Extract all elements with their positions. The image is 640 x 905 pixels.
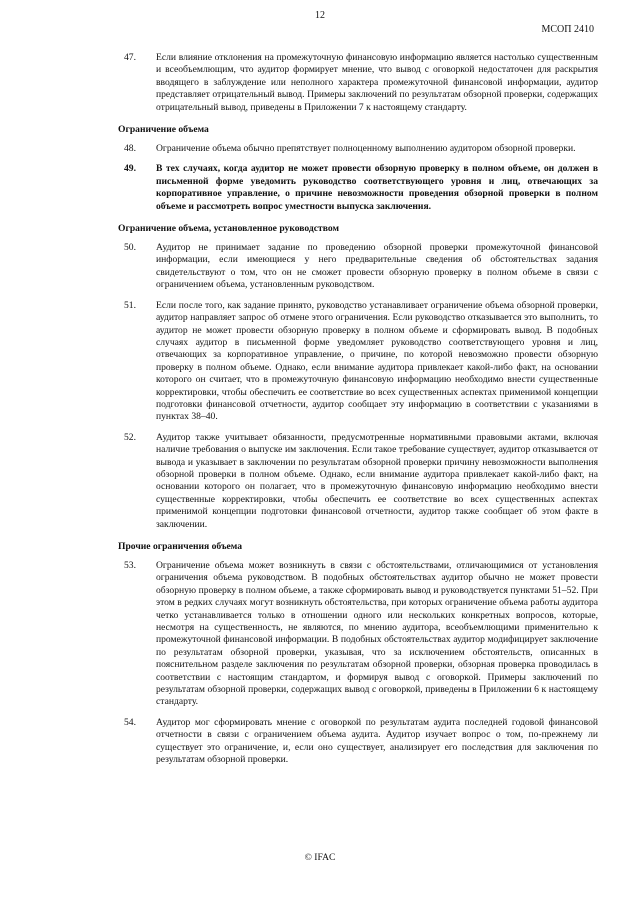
paragraph-number: 52. xyxy=(124,431,136,443)
paragraph-number: 48. xyxy=(124,143,136,155)
paragraph-number: 53. xyxy=(124,560,136,571)
section-heading: Прочие ограничения объема xyxy=(118,541,243,552)
document-body xyxy=(118,52,598,775)
paragraph-text: Аудитор не принимает задание по проведению обзорной проверки промежуточной финансовой информации, если имеющиеся у него предварительные сведения об обстоятельствах задания свидетельствуют о том, что он не сможет провести обзорную проверку в полном объеме в связи с ограничением объема, установленным руководством. xyxy=(156,242,598,291)
paragraph-text: Если влияние отклонения на промежуточную финансовую информацию является настолько существенным и всеобъемлющим, что аудитор формирует мнение, что вывод с оговоркой недостаточен для раскрытия вводящего в заблуждение или неполного характера промежуточной финансовой информации, аудитор представляет отрицательный вывод. Примеры заключений по результатам обзорной проверки, содержащих отрицательный вывод, приведены в Приложении 7 к настоящему стандарту. xyxy=(156,52,598,113)
paragraph-number: 49. xyxy=(124,163,136,175)
paragraph-text: Если после того, как задание принято, руководство устанавливает ограничение объема обзорной проверки, аудитор направляет запрос об отмене этого ограничения. Если руководство отказывается это выполнить, то аудитор не может провести обзорную проверку в полном объеме и сформировать вывод. В подобных случаях аудитор в письменной форме уведомляет руководство соответствующего уровня и лиц, отвечающих за корпоративное управление, о причине, по которой невозможно провести обзорную проверку в полном объеме. Однако, если внимание аудитора привлекает какой-либо факт, на основании которого он считает, что в промежуточную финансовую информацию необходимо внести существенные корректировки, чтобы обеспечить ее соответствие во всех существенных аспектах применимой концепции подготовки финансовой отчетности, аудитор сообщает эту информацию в соответствии с указаниями в пунктах 38–40. xyxy=(156,299,598,423)
paragraph xyxy=(118,242,598,292)
paragraph-text: Ограничение объема обычно препятствует полноценному выполнению аудитором обзорной проверки. xyxy=(156,143,576,155)
copyright-footer: © IFAC xyxy=(304,852,336,863)
paragraph-number: 50. xyxy=(124,242,136,254)
page-number: 12 xyxy=(315,10,325,21)
paragraph-number: 47. xyxy=(124,52,136,63)
paragraph-text: В тех случаях, когда аудитор не может провести обзорную проверку в полном объеме, он должен в письменной форме уведомить руководство соответствующего уровня и лиц, отвечающих за корпоративное управление, о причине невозможности проведения обзорной проверки в полном объеме и рассмотреть вопрос уместности выпуска заключения. xyxy=(156,163,598,212)
section-heading: Ограничение объема xyxy=(118,124,209,136)
paragraph-text: Ограничение объема может возникнуть в связи с обстоятельствами, отличающимися от установления ограничения объема руководством. В подобных обстоятельствах аудитор обычно не может провести обзорную проверку в полном объеме, а также сформировать вывод и руководствуется пунктами 51–52. При этом в редких случаях могут возникнуть обстоятельства, при которых ограничение объема работы аудитора четко устанавливается только в отношении одного или нескольких конкретных вопросов, которые, несмотря на существенность, не являются, по мнению аудитора, всеобъемлющими применительно к промежуточной финансовой информации. В подобных обстоятельствах аудитор модифицирует заключение по результатам обзорной проверки, указывая, что за исключением обстоятельств, описанных в пояснительном разделе заключения по результатам обзорной проверки, обзорная проверка проводилась в соответствии с настоящим стандартом, и формируя вывод с оговоркой. Примеры заключений по результатам обзорной проверки, содержащих вывод с оговоркой, приведены в Приложении 6 к настоящему стандарту. xyxy=(156,560,598,708)
section-heading: Ограничение объема, установленное руководством xyxy=(118,223,340,235)
paragraph-text: Аудитор также учитывает обязанности, предусмотренные нормативными правовыми актами, включая наличие требования о выпуске им заключения. Если такое требование существует, аудитор отказывается от вывода и указывает в заключении по результатам обзорной проверки причину невозможности выполнения обзорной проверки в полном объеме. Однако, если внимание аудитора привлекает какой-либо факт, на основании которого он полагает, что в промежуточную финансовую информацию необходимо внести существенные корректировки, чтобы обеспечить ее соответствие во всех существенных аспектах применимой концепции подготовки финансовой отчетности, аудитор также сообщает об этом факте в заключении. xyxy=(156,431,598,530)
paragraph-number: 51. xyxy=(124,299,136,311)
paragraph xyxy=(118,560,598,709)
paragraph xyxy=(118,163,598,213)
paragraph-number: 54. xyxy=(124,716,136,728)
paragraph xyxy=(118,143,598,155)
paragraph xyxy=(118,300,598,424)
paragraph xyxy=(118,52,598,114)
paragraph xyxy=(118,717,598,767)
paragraph-text: Аудитор мог сформировать мнение с оговоркой по результатам аудита последней годовой финансовой отчетности в связи с ограничением объема аудита. Аудитор изучает вопрос о том, по-прежнему ли существует это ограничение, и, если оно существует, анализирует его последствия для заключения по результатам обзорной проверки. xyxy=(156,716,598,766)
paragraph xyxy=(118,432,598,531)
standard-code: МСОП 2410 xyxy=(541,24,594,35)
